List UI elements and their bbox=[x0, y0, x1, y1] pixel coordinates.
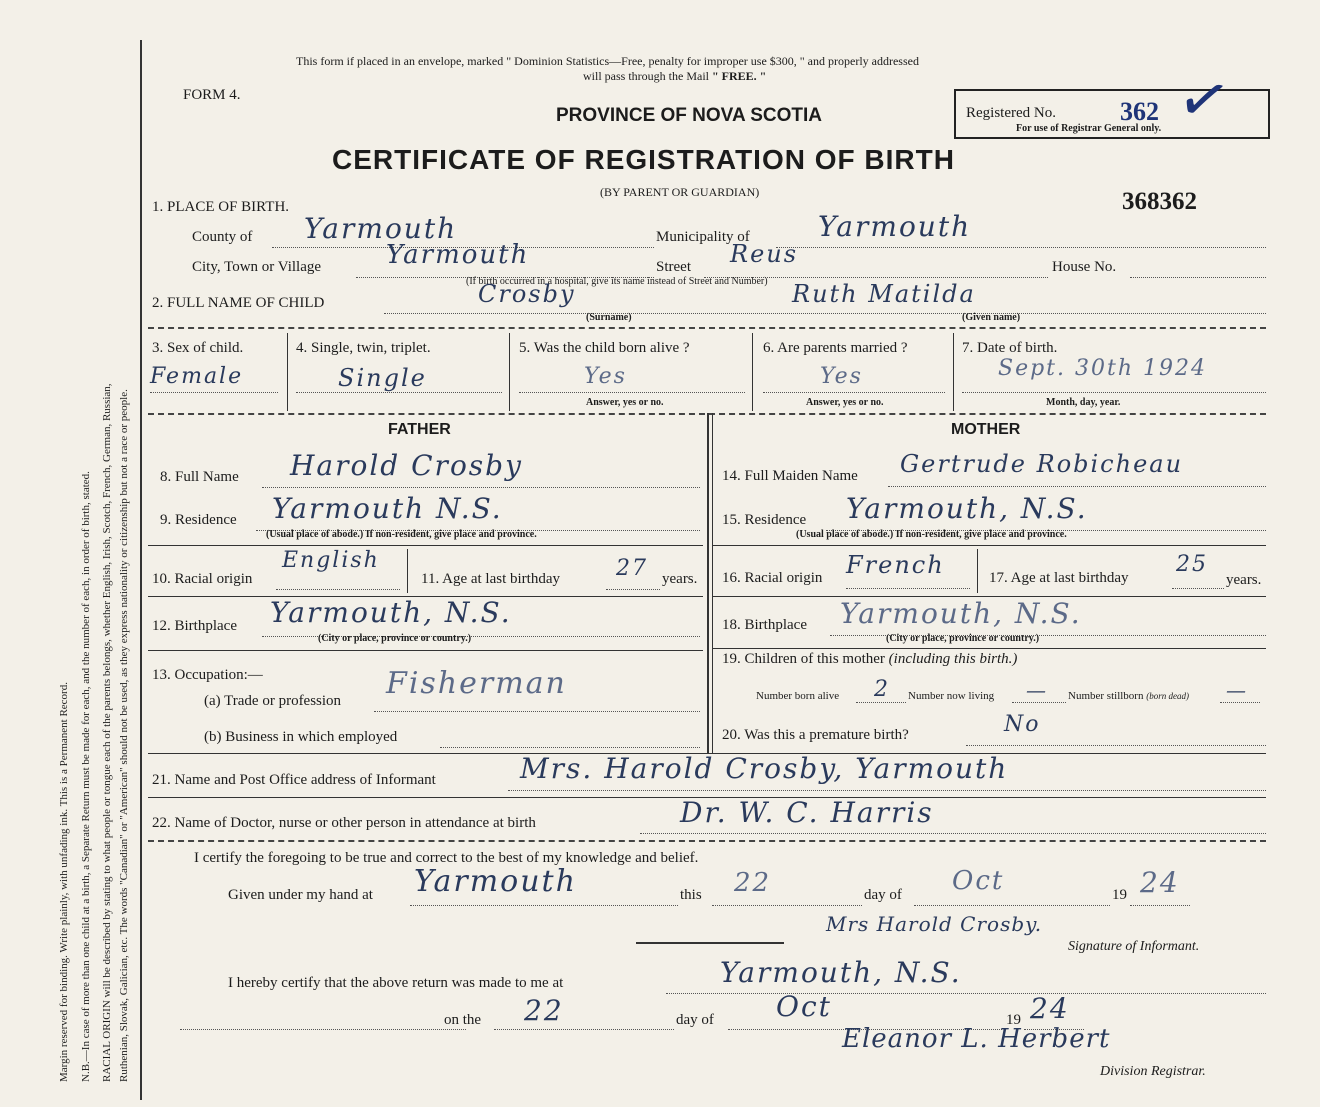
business-line bbox=[440, 747, 700, 748]
mother-birthplace-label: 18. Birthplace bbox=[722, 617, 807, 633]
registrar-place-value: Yarmouth, N.S. bbox=[720, 956, 962, 989]
given-name-caption: (Given name) bbox=[962, 312, 1021, 323]
side-note-2: N.B.—In case of more than one child at a birth, a Separate Return must be made for each, and the number of each, in order of birth, stated. bbox=[80, 471, 92, 1082]
father-racial-label: 10. Racial origin bbox=[152, 571, 253, 587]
born-alive-count-line bbox=[856, 702, 906, 703]
child-name-label: 2. FULL NAME OF CHILD bbox=[152, 295, 325, 311]
municipality-line bbox=[776, 247, 1266, 248]
father-age-unit: years. bbox=[662, 571, 698, 587]
informant-signature-caption: Signature of Informant. bbox=[1068, 939, 1200, 954]
doctor-line bbox=[640, 833, 1266, 834]
divider-1 bbox=[148, 327, 1266, 329]
stillborn-label-italic: (born dead) bbox=[1146, 691, 1189, 701]
mother-birthplace-value: Yarmouth, N.S. bbox=[840, 597, 1082, 630]
informant-line bbox=[508, 790, 1266, 791]
father-age-value: 27 bbox=[616, 556, 648, 581]
date-of-birth-line bbox=[962, 392, 1266, 393]
children-label bbox=[722, 651, 1017, 668]
parents-married-label: 6. Are parents married ? bbox=[763, 340, 908, 356]
mother-racial-label: 16. Racial origin bbox=[722, 570, 823, 586]
margin-line bbox=[140, 40, 142, 1100]
mother-racial-line bbox=[846, 588, 970, 589]
month-value: Oct bbox=[952, 866, 1005, 896]
registrar-general-note: For use of Registrar General only. bbox=[1016, 123, 1162, 134]
children-label-italic: (including this birth.) bbox=[888, 651, 1018, 667]
father-residence-value: Yarmouth N.S. bbox=[272, 492, 503, 525]
county-value: Yarmouth bbox=[304, 212, 458, 245]
mail-notice-line2 bbox=[583, 69, 766, 84]
born-alive-label: 5. Was the child born alive ? bbox=[519, 340, 690, 356]
father-racial-line bbox=[276, 589, 400, 590]
reg-month-value: Oct bbox=[776, 990, 832, 1023]
given-place-line bbox=[410, 905, 678, 906]
mail-notice-text: will pass through the Mail bbox=[583, 69, 709, 83]
mother-name-value: Gertrude Robicheau bbox=[900, 450, 1184, 478]
trade-value: Fisherman bbox=[386, 666, 567, 701]
street-value: Reus bbox=[730, 240, 799, 268]
born-alive-count-value: 2 bbox=[874, 677, 890, 702]
mail-notice-free: " FREE. " bbox=[712, 69, 767, 83]
registered-label: Registered No. bbox=[966, 105, 1056, 121]
on-the-label: on the bbox=[444, 1012, 482, 1028]
stillborn-value: — bbox=[1226, 678, 1248, 702]
mother-residence-label: 15. Residence bbox=[722, 512, 807, 528]
registered-check-icon: ✓ bbox=[1171, 62, 1237, 140]
reg-year-value: 24 bbox=[1030, 992, 1070, 1025]
children-label-text: 19. Children of this mother bbox=[722, 651, 885, 667]
father-residence-caption: (Usual place of abode.) If non-resident, give place and province. bbox=[266, 529, 537, 540]
parents-divider-2 bbox=[712, 413, 713, 753]
surname-caption: (Surname) bbox=[586, 312, 632, 323]
stillborn-line bbox=[1220, 702, 1260, 703]
divider-5 bbox=[148, 840, 1266, 842]
registered-box bbox=[954, 62, 1270, 140]
father-birthplace-caption: (City or place, province or country.) bbox=[318, 633, 472, 644]
premature-label: 20. Was this a premature birth? bbox=[722, 727, 909, 743]
county-label: County of bbox=[192, 229, 253, 245]
mother-divider-1 bbox=[713, 545, 1266, 546]
father-name-line bbox=[262, 487, 700, 488]
street-label: Street bbox=[656, 259, 691, 275]
reg-year-prefix: 19 bbox=[1006, 1012, 1021, 1028]
sex-value: Female bbox=[150, 364, 244, 389]
place-of-birth-label: 1. PLACE OF BIRTH. bbox=[152, 199, 290, 215]
on-the-lead-line bbox=[180, 1029, 466, 1030]
mother-heading: MOTHER bbox=[951, 421, 1021, 438]
given-name-value: Ruth Matilda bbox=[792, 280, 976, 308]
born-alive-value: Yes bbox=[584, 364, 627, 389]
premature-value: No bbox=[1004, 712, 1041, 737]
year-prefix: 19 bbox=[1112, 887, 1127, 903]
hospital-note: (If birth occurred in a hospital, give its name instead of Street and Number) bbox=[466, 276, 768, 287]
certify-statement: I certify the foregoing to be true and correct to the best of my knowledge and belief. bbox=[194, 850, 699, 866]
city-label: City, Town or Village bbox=[192, 259, 322, 275]
father-residence-label: 9. Residence bbox=[160, 512, 237, 528]
born-alive-caption: Answer, yes or no. bbox=[586, 397, 664, 408]
parents-married-value: Yes bbox=[820, 364, 863, 389]
this-label: this bbox=[680, 887, 702, 903]
day-line bbox=[712, 905, 862, 906]
doctor-value: Dr. W. C. Harris bbox=[680, 796, 934, 829]
father-divider-3 bbox=[148, 650, 703, 651]
row3-sep-1 bbox=[287, 333, 288, 411]
mother-racial-value: French bbox=[846, 551, 945, 579]
parents-married-line bbox=[763, 392, 945, 393]
father-divider-1 bbox=[148, 545, 703, 546]
father-birthplace-value: Yarmouth, N.S. bbox=[270, 596, 512, 629]
reg-day-of-label: day of bbox=[676, 1012, 714, 1028]
year-value: 24 bbox=[1140, 866, 1180, 899]
month-line bbox=[914, 905, 1110, 906]
house-number-label: House No. bbox=[1052, 259, 1117, 275]
stillborn-label bbox=[1068, 690, 1189, 702]
given-under-label: Given under my hand at bbox=[228, 887, 373, 903]
father-racial-value: English bbox=[282, 548, 380, 573]
mail-notice-line1: This form if placed in an envelope, marked " Dominion Statistics—Free, penalty for improper use $300, " and properly addressed bbox=[296, 54, 919, 68]
mother-age-value: 25 bbox=[1176, 552, 1208, 577]
registrar-signature: Eleanor L. Herbert bbox=[842, 1024, 1111, 1054]
informant-signature: Mrs Harold Crosby. bbox=[826, 912, 1043, 936]
mother-age-line bbox=[1172, 588, 1224, 589]
father-heading: FATHER bbox=[388, 421, 451, 438]
mother-name-line bbox=[888, 486, 1266, 487]
form-number: FORM 4. bbox=[183, 87, 241, 103]
municipality-label: Municipality of bbox=[656, 229, 750, 245]
business-label: (b) Business in which employed bbox=[204, 729, 398, 745]
multiple-birth-line bbox=[296, 392, 502, 393]
mother-racial-sep bbox=[977, 549, 978, 593]
certificate-subtitle: (BY PARENT OR GUARDIAN) bbox=[600, 185, 760, 199]
center-rule bbox=[636, 942, 784, 944]
date-of-birth-label: 7. Date of birth. bbox=[962, 340, 1058, 356]
sex-line bbox=[150, 392, 278, 393]
now-living-label: Number now living bbox=[908, 690, 995, 702]
mother-divider-3 bbox=[713, 648, 1266, 649]
born-alive-count-label: Number born alive bbox=[756, 690, 840, 702]
parents-married-caption: Answer, yes or no. bbox=[806, 397, 884, 408]
registrar-place-line bbox=[666, 993, 1266, 994]
mother-name-label: 14. Full Maiden Name bbox=[722, 468, 858, 484]
registrar-statement: I hereby certify that the above return was made to me at bbox=[228, 975, 564, 991]
row3-sep-4 bbox=[953, 333, 954, 411]
day-of-label: day of bbox=[864, 887, 902, 903]
date-of-birth-value: Sept. 30th 1924 bbox=[998, 356, 1207, 381]
given-place-value: Yarmouth bbox=[414, 864, 577, 899]
row3-sep-2 bbox=[509, 333, 510, 411]
occupation-label: 13. Occupation:— bbox=[152, 667, 263, 683]
reg-day-line bbox=[494, 1029, 674, 1030]
year-line bbox=[1130, 905, 1190, 906]
now-living-value: — bbox=[1026, 678, 1048, 702]
registrar-signature-caption: Division Registrar. bbox=[1100, 1064, 1206, 1079]
side-note-1: Margin reserved for binding. Write plainly, with unfading ink. This is a Permanent Record. bbox=[58, 682, 70, 1082]
parents-divider bbox=[707, 413, 709, 753]
house-number-line bbox=[1130, 277, 1266, 278]
mother-birthplace-caption: (City or place, province or country.) bbox=[886, 633, 1040, 644]
mother-age-label: 17. Age at last birthday bbox=[989, 570, 1129, 586]
father-racial-sep bbox=[407, 549, 408, 593]
trade-label: (a) Trade or profession bbox=[204, 693, 342, 709]
reg-day-value: 22 bbox=[524, 994, 564, 1027]
mother-residence-value: Yarmouth, N.S. bbox=[846, 492, 1088, 525]
serial-number: 368362 bbox=[1122, 188, 1197, 215]
surname-value: Crosby bbox=[478, 280, 576, 308]
multiple-birth-label: 4. Single, twin, triplet. bbox=[296, 340, 431, 356]
born-alive-line bbox=[519, 392, 745, 393]
municipality-value: Yarmouth bbox=[818, 210, 972, 243]
multiple-birth-value: Single bbox=[338, 364, 427, 392]
informant-value: Mrs. Harold Crosby, Yarmouth bbox=[520, 752, 1009, 785]
father-birthplace-label: 12. Birthplace bbox=[152, 618, 237, 634]
doctor-label: 22. Name of Doctor, nurse or other person in attendance at birth bbox=[152, 815, 536, 831]
trade-line bbox=[374, 711, 700, 712]
province-heading: PROVINCE OF NOVA SCOTIA bbox=[556, 105, 823, 126]
father-age-line bbox=[606, 589, 660, 590]
day-value: 22 bbox=[734, 868, 772, 898]
father-name-label: 8. Full Name bbox=[160, 469, 239, 485]
mother-age-unit: years. bbox=[1226, 572, 1262, 588]
side-note-3: RACIAL ORIGIN will be described by stating to what people or tongue each of the parents belongs, whether English, Irish, Scotch, French, German, Russian, bbox=[101, 383, 113, 1082]
stillborn-label-text: Number stillborn bbox=[1068, 690, 1144, 702]
row3-sep-3 bbox=[752, 333, 753, 411]
father-name-value: Harold Crosby bbox=[290, 449, 523, 482]
premature-line bbox=[966, 745, 1266, 746]
mother-residence-caption: (Usual place of abode.) If non-resident, give place and province. bbox=[796, 529, 1067, 540]
registered-value: 362 bbox=[1120, 97, 1159, 126]
date-of-birth-caption: Month, day, year. bbox=[1046, 397, 1121, 408]
father-age-label: 11. Age at last birthday bbox=[421, 571, 560, 587]
certificate-title: CERTIFICATE OF REGISTRATION OF BIRTH bbox=[332, 144, 955, 175]
child-name-line bbox=[384, 313, 1266, 314]
side-note-4: Ruthenian, Slovak, Galician, etc. The words "Canadian" or "American" should not be used, as they express nationality or citizenship but not a race or people. bbox=[118, 389, 130, 1082]
informant-label: 21. Name and Post Office address of Informant bbox=[152, 772, 436, 788]
sex-label: 3. Sex of child. bbox=[152, 340, 244, 356]
city-value: Yarmouth bbox=[386, 240, 530, 270]
now-living-line bbox=[1012, 702, 1066, 703]
